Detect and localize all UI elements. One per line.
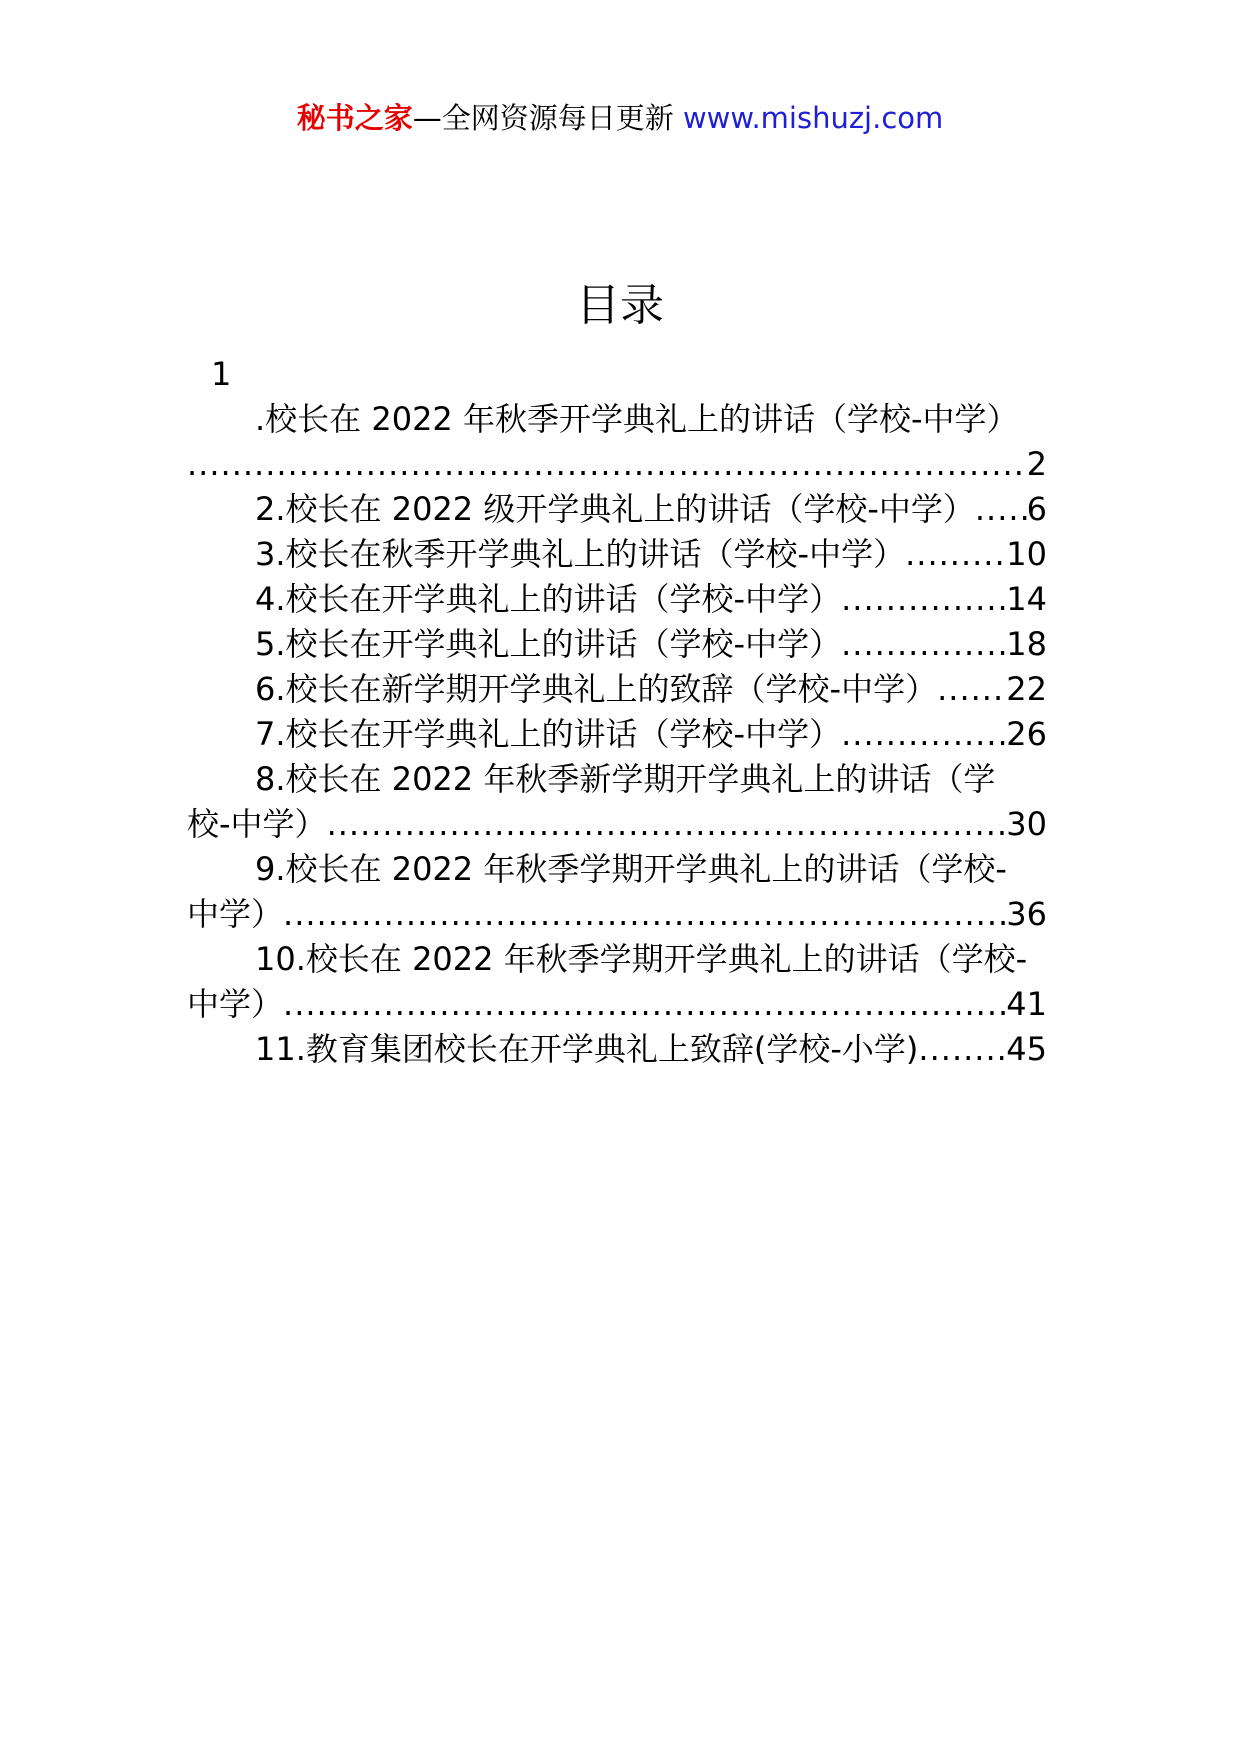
toc-title: 目录 [576, 280, 664, 331]
brand-name: 秘书之家 [296, 101, 413, 135]
toc-entry-11[interactable] [187, 1027, 1047, 1072]
toc-page-number: 2 [1026, 445, 1047, 483]
toc-page-number: 10 [1006, 535, 1047, 573]
toc-entry-title: 6.校长在新学期开学典礼上的致辞（学校-中学） [255, 670, 938, 708]
toc-entry-9-line2[interactable] [187, 892, 1047, 937]
toc-leader-dots [905, 532, 1006, 577]
toc-entry-title: 8.校长在 2022 年秋季新学期开学典礼上的讲话（学 [255, 760, 996, 798]
toc-entry-number: 1 [211, 355, 232, 393]
toc-page-number: 45 [1006, 1030, 1047, 1068]
toc-leader-dots [975, 487, 1027, 532]
toc-page-number: 22 [1006, 670, 1047, 708]
toc-page-number: 6 [1026, 490, 1047, 528]
toc-leader-dots [841, 712, 1006, 757]
toc-entry-1-leader [187, 442, 1047, 487]
toc-entry-8-line2[interactable] [187, 802, 1047, 847]
toc-entry-6[interactable] [187, 667, 1047, 712]
toc-page-number: 18 [1006, 625, 1047, 663]
toc-entry-title-continued: 中学） [187, 985, 284, 1023]
toc-page-number: 14 [1006, 580, 1047, 618]
toc-entry-1-text[interactable] [187, 397, 1047, 442]
toc-entry-4[interactable] [187, 577, 1047, 622]
toc-entry-10-line2[interactable] [187, 982, 1047, 1027]
toc-entry-8-line1[interactable] [187, 757, 1047, 802]
toc-leader-dots [187, 442, 1027, 487]
toc-entry-7[interactable] [187, 712, 1047, 757]
site-url-link[interactable]: www.mishuzj.com [682, 101, 944, 135]
toc-entry-title: .校长在 2022 年秋季开学典礼上的讲话（学校-中学） [255, 400, 1019, 438]
toc-leader-dots [841, 577, 1006, 622]
toc-entry-title: 5.校长在开学典礼上的讲话（学校-中学） [255, 625, 842, 663]
toc-entry-title: 9.校长在 2022 年秋季学期开学典礼上的讲话（学校- [255, 850, 1007, 888]
toc-entry-1-number [187, 352, 1047, 397]
toc-entry-title: 2.校长在 2022 级开学典礼上的讲话（学校-中学） [255, 490, 975, 528]
toc-entry-5[interactable] [187, 622, 1047, 667]
toc-leader-dots [841, 622, 1006, 667]
toc-entry-title-continued: 校-中学） [187, 805, 327, 843]
toc-entry-title: 4.校长在开学典礼上的讲话（学校-中学） [255, 580, 842, 618]
toc-entry-2[interactable] [187, 487, 1047, 532]
toc-leader-dots [283, 892, 1006, 937]
toc-page-number: 30 [1006, 805, 1047, 843]
toc-entry-9-line1[interactable] [187, 847, 1047, 892]
toc-entry-title: 10.校长在 2022 年秋季学期开学典礼上的讲话（学校- [255, 940, 1028, 978]
toc-entry-3[interactable] [187, 532, 1047, 577]
toc-entry-title: 11.教育集团校长在开学典礼上致辞(学校-小学) [255, 1030, 919, 1068]
toc-page-number: 36 [1006, 895, 1047, 933]
site-header [0, 98, 1240, 138]
toc-entry-10-line1[interactable] [187, 937, 1047, 982]
toc-page-number: 41 [1006, 985, 1047, 1023]
table-of-contents [187, 352, 1047, 1072]
toc-entry-title: 7.校长在开学典礼上的讲话（学校-中学） [255, 715, 842, 753]
header-tagline: —全网资源每日更新 [412, 101, 683, 135]
toc-leader-dots [918, 1027, 1006, 1072]
toc-entry-title: 3.校长在秋季开学典礼上的讲话（学校-中学） [255, 535, 906, 573]
toc-entry-title-continued: 中学） [187, 895, 284, 933]
toc-leader-dots [937, 667, 1006, 712]
toc-leader-dots [327, 802, 1007, 847]
toc-leader-dots [283, 982, 1006, 1027]
toc-page-number: 26 [1006, 715, 1047, 753]
